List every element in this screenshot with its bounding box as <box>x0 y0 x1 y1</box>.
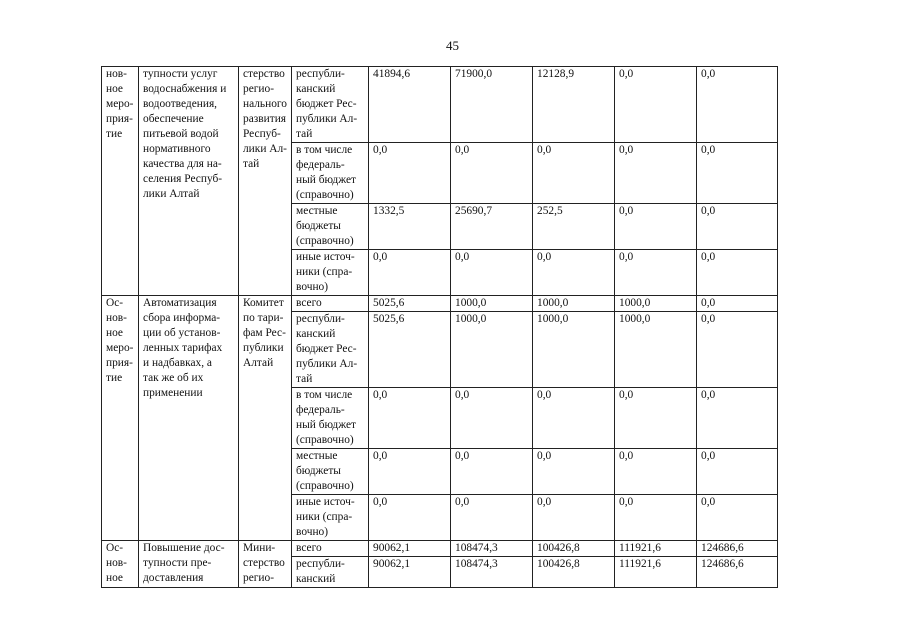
amount-cell: 0,0 <box>533 143 615 204</box>
amount-cell: 5025,6 <box>369 312 451 388</box>
amount-cell: 71900,0 <box>451 67 533 143</box>
funding-source-cell: республи- канский <box>292 557 369 588</box>
amount-cell: 0,0 <box>697 67 778 143</box>
amount-cell: 252,5 <box>533 204 615 250</box>
amount-cell: 0,0 <box>451 143 533 204</box>
amount-cell: 100426,8 <box>533 557 615 588</box>
amount-cell: 0,0 <box>615 67 697 143</box>
amount-cell: 0,0 <box>451 449 533 495</box>
amount-cell: 0,0 <box>369 250 451 296</box>
funding-source-cell: иные источ- ники (спра- вочно) <box>292 495 369 541</box>
event-name-cell: Автоматизация сбора информа- ции об установ- ленных тарифах и надбавках, а так же об их применении <box>139 296 239 541</box>
amount-cell: 90062,1 <box>369 541 451 557</box>
amount-cell: 0,0 <box>369 388 451 449</box>
funding-source-cell: всего <box>292 541 369 557</box>
event-label-cell: нов- ное меро- прия- тие <box>102 67 139 296</box>
amount-cell: 124686,6 <box>697 557 778 588</box>
budget-table <box>101 66 778 588</box>
amount-cell: 41894,6 <box>369 67 451 143</box>
amount-cell: 0,0 <box>697 312 778 388</box>
amount-cell: 25690,7 <box>451 204 533 250</box>
amount-cell: 0,0 <box>533 449 615 495</box>
amount-cell: 100426,8 <box>533 541 615 557</box>
amount-cell: 0,0 <box>615 388 697 449</box>
executor-cell: стерство регио- нального развития Респуб- лики Ал- тай <box>239 67 292 296</box>
amount-cell: 108474,3 <box>451 541 533 557</box>
amount-cell: 0,0 <box>533 250 615 296</box>
amount-cell: 0,0 <box>369 495 451 541</box>
event-name-cell: тупности услуг водоснабжения и водоотведения, обеспечение питьевой водой нормативного качества для на- селения Респуб- лики Алтай <box>139 67 239 296</box>
amount-cell: 1000,0 <box>533 312 615 388</box>
amount-cell: 0,0 <box>697 388 778 449</box>
executor-cell: Комитет по тари- фам Рес- публики Алтай <box>239 296 292 541</box>
funding-source-cell: местные бюджеты (справочно) <box>292 449 369 495</box>
amount-cell: 0,0 <box>533 495 615 541</box>
amount-cell: 0,0 <box>697 296 778 312</box>
amount-cell: 124686,6 <box>697 541 778 557</box>
amount-cell: 108474,3 <box>451 557 533 588</box>
amount-cell: 0,0 <box>451 495 533 541</box>
funding-source-cell: в том числе федераль- ный бюджет (справочно) <box>292 388 369 449</box>
amount-cell: 0,0 <box>615 143 697 204</box>
amount-cell: 0,0 <box>533 388 615 449</box>
table-row <box>102 296 778 312</box>
amount-cell: 5025,6 <box>369 296 451 312</box>
amount-cell: 111921,6 <box>615 557 697 588</box>
amount-cell: 1000,0 <box>451 312 533 388</box>
amount-cell: 0,0 <box>697 250 778 296</box>
amount-cell: 1000,0 <box>533 296 615 312</box>
amount-cell: 0,0 <box>369 449 451 495</box>
amount-cell: 0,0 <box>697 204 778 250</box>
amount-cell: 0,0 <box>369 143 451 204</box>
amount-cell: 0,0 <box>451 250 533 296</box>
funding-source-cell: всего <box>292 296 369 312</box>
amount-cell: 111921,6 <box>615 541 697 557</box>
amount-cell: 0,0 <box>697 495 778 541</box>
event-name-cell: Повышение дос- тупности пре- доставления <box>139 541 239 588</box>
funding-source-cell: республи- канский бюджет Рес- публики Ал- тай <box>292 67 369 143</box>
table-row <box>102 541 778 557</box>
table-row <box>102 67 778 143</box>
page-number: 45 <box>446 38 459 53</box>
funding-source-cell: в том числе федераль- ный бюджет (справочно) <box>292 143 369 204</box>
amount-cell: 1000,0 <box>451 296 533 312</box>
funding-source-cell: республи- канский бюджет Рес- публики Ал- тай <box>292 312 369 388</box>
executor-cell: Мини- стерство регио- <box>239 541 292 588</box>
event-label-cell: Ос- нов- ное меро- прия- тие <box>102 296 139 541</box>
amount-cell: 1000,0 <box>615 312 697 388</box>
amount-cell: 0,0 <box>615 250 697 296</box>
funding-source-cell: местные бюджеты (справочно) <box>292 204 369 250</box>
amount-cell: 0,0 <box>451 388 533 449</box>
amount-cell: 90062,1 <box>369 557 451 588</box>
event-label-cell: Ос- нов- ное <box>102 541 139 588</box>
amount-cell: 1332,5 <box>369 204 451 250</box>
amount-cell: 0,0 <box>615 449 697 495</box>
funding-source-cell: иные источ- ники (спра- вочно) <box>292 250 369 296</box>
amount-cell: 0,0 <box>615 495 697 541</box>
amount-cell: 1000,0 <box>615 296 697 312</box>
amount-cell: 12128,9 <box>533 67 615 143</box>
amount-cell: 0,0 <box>615 204 697 250</box>
amount-cell: 0,0 <box>697 143 778 204</box>
amount-cell: 0,0 <box>697 449 778 495</box>
